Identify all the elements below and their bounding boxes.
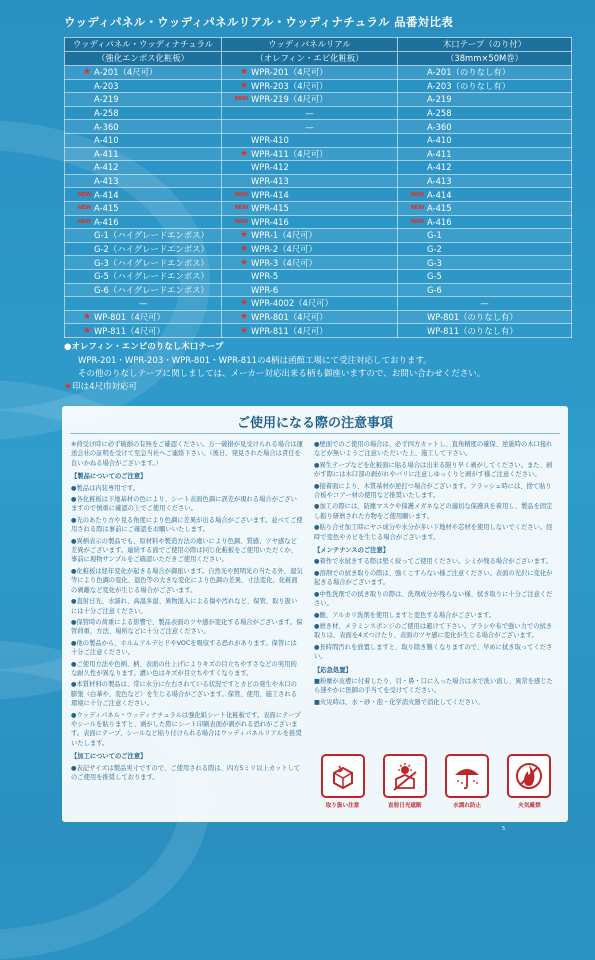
table-cell-col-3 bbox=[398, 297, 572, 311]
cell-text: WPR-413 bbox=[251, 176, 289, 187]
table-cell-col-1 bbox=[65, 161, 222, 175]
tape-note-line-1: WPR-201・WPR-203・WPR-801・WPR-811の4柄は函館工場にて受注対応しております。 bbox=[78, 356, 432, 366]
table-row bbox=[65, 93, 572, 107]
cell-text: A-360 bbox=[427, 121, 452, 132]
table-cell-col-1 bbox=[65, 147, 222, 161]
caution-paragraph: ●中性洗剤での拭き取りの際は、洗剤成分が残らない様、拭き取りに十分ご注意ください。 bbox=[314, 590, 553, 608]
table-cell-col-2 bbox=[222, 174, 398, 188]
cell-text: A-414 bbox=[94, 189, 119, 200]
table-cell-col-1 bbox=[65, 79, 222, 93]
table-row bbox=[65, 161, 572, 175]
table-row bbox=[65, 242, 572, 256]
cell-text: WPR-411（4尺可） bbox=[251, 148, 328, 159]
cell-text: WPR-801（4尺可） bbox=[251, 311, 328, 322]
no-fire-label: 火気厳禁 bbox=[518, 803, 541, 809]
table-cell-col-3 bbox=[398, 269, 572, 283]
tape-note-heading: ●オレフィン・エンビのりなし木口テープ bbox=[64, 342, 224, 352]
cell-text: WPR-811（4尺可） bbox=[251, 325, 328, 336]
warning-icon-cell bbox=[376, 754, 433, 816]
cell-text: WPR-412 bbox=[251, 162, 289, 173]
table-row bbox=[65, 174, 572, 188]
table-cell-col-1 bbox=[65, 229, 222, 243]
caution-paragraph: ●着作で水拭きする際は堅く絞ってご使用ください。シミが残る場合がございます。 bbox=[314, 558, 552, 566]
caution-section-heading: 【加工についてのご注意】 bbox=[71, 753, 147, 761]
cell-text: G-5 bbox=[427, 271, 442, 282]
cell-text: A-203 bbox=[94, 80, 119, 91]
caution-paragraph: ※荷受け時に必ず破損の有無をご確認ください。万一破損が見受けられる場合は運送会社の証明を受けて至急当社へご連絡下さい。（後日、発見された場合は責任を負いかねる場合がございます。） bbox=[71, 441, 303, 467]
cell-text: A-360 bbox=[94, 121, 119, 132]
table-row bbox=[65, 256, 572, 270]
cell-text: WPR-3（4尺可） bbox=[251, 257, 317, 268]
new-badge: NEW bbox=[410, 218, 424, 225]
cell-text: WPR-416 bbox=[251, 216, 289, 227]
table-cell-col-1 bbox=[65, 324, 222, 338]
table-cell-col-1 bbox=[65, 93, 222, 107]
cell-text: G-6（ハイグレードエンボス） bbox=[94, 284, 209, 295]
cell-text: G-2 bbox=[427, 244, 442, 255]
keep-dry-icon bbox=[445, 754, 489, 798]
no-direct-sunlight-label: 直射日光遮断 bbox=[388, 803, 422, 809]
cell-text: A-411 bbox=[427, 148, 452, 159]
caution-paragraph: ●各化粧板は下地基材の色により、シート表面色調に誤差が現れる場合がございますので慎重に確認の上でご使用ください。 bbox=[71, 496, 297, 513]
no-direct-sunlight-icon bbox=[383, 754, 427, 798]
header-col-3-line-1: 木口テープ（のり付） bbox=[398, 38, 572, 52]
table-cell-col-1 bbox=[65, 106, 222, 120]
cell-text: — bbox=[305, 108, 314, 119]
table-cell-col-1 bbox=[65, 120, 222, 134]
cell-text: WPR-1（4尺可） bbox=[251, 230, 317, 241]
cell-text: WP-801（4尺可） bbox=[94, 311, 165, 322]
table-cell-col-2 bbox=[222, 161, 398, 175]
table-row bbox=[65, 147, 572, 161]
new-badge: NEW bbox=[77, 218, 91, 225]
header-col-3-line-2: （38mm×50M巻） bbox=[398, 52, 572, 66]
four-shaku-note-text: 印は4尺巾対応可 bbox=[72, 382, 137, 392]
table-row bbox=[65, 229, 572, 243]
table-cell-col-1 bbox=[65, 269, 222, 283]
caution-paragraph: ●異生テープなどを化粧面に貼る場合は出来る限り早く剥がしてください。また、剥がす際には木口部の剥がれやバリに注意しゆっくりと剥がす様ご注意ください。 bbox=[314, 461, 553, 479]
header-col-1-line-2: （強化エンボス化粧板） bbox=[65, 52, 222, 66]
table-cell-col-1 bbox=[65, 242, 222, 256]
caution-paragraph: ●異柄表示の製品でも、原材料や製造方法の違いにより色調、質感、ツヤ感など差異がございます。連続する面でご使用の際は同じ化粧板をご使用いただくか、事前に現物サンプルをご確認いただきご使用ください。 bbox=[71, 537, 298, 564]
table-cell-col-3 bbox=[398, 188, 572, 202]
cell-text: A-410 bbox=[427, 135, 452, 146]
table-cell-col-2 bbox=[222, 310, 398, 324]
star-mark-icon: ★ bbox=[239, 311, 248, 322]
star-mark-icon: ★ bbox=[239, 325, 248, 336]
new-badge: NEW bbox=[234, 205, 248, 212]
table-row bbox=[65, 120, 572, 134]
cell-text: A-412 bbox=[94, 162, 119, 173]
star-mark-icon: ★ bbox=[239, 244, 248, 255]
caution-paragraph: ●貼り合せ加工時にヤニ成分や水分が多い下地材や芯材を使用しないでください。経時で変色やカビを生じる場合がございます。 bbox=[314, 524, 553, 541]
table-cell-col-2 bbox=[222, 93, 398, 107]
star-mark-icon: ★ bbox=[82, 311, 91, 322]
table-row bbox=[65, 283, 572, 297]
caution-paragraph: ●長時間汚れを放置しますと、取り除き難くなりますので、早めに拭き取ってください。 bbox=[314, 643, 553, 661]
table-cell-col-1 bbox=[65, 188, 222, 202]
table-cell-col-3 bbox=[398, 66, 572, 80]
cell-text: WPR-410 bbox=[251, 135, 289, 146]
caution-paragraph: ●本質材料の製品は、常に水分に左右されている状況ですとカビの発生や木口の膨張（白華や、変色など）を生じる場合がございます。保管、使用、施工される環境に十分ご注意ください。 bbox=[71, 681, 298, 708]
table-row bbox=[65, 324, 572, 338]
warning-icon-cell bbox=[501, 754, 558, 816]
table-row bbox=[65, 269, 572, 283]
caution-section-heading: 【応急処置】 bbox=[314, 666, 352, 674]
table-cell-col-2 bbox=[222, 133, 398, 147]
cell-text: A-415 bbox=[94, 203, 119, 214]
caution-paragraph: ●光のあたり方や見る角度により色調に差異が出る場合がございます。並べてご使用される際は事前にご確認をお願いいたします。 bbox=[71, 516, 303, 534]
cell-text: — bbox=[305, 121, 314, 132]
table-cell-col-3 bbox=[398, 133, 572, 147]
cell-text: G-1（ハイグレードエンボス） bbox=[94, 230, 209, 241]
warning-icon-cell bbox=[314, 754, 371, 816]
table-cell-col-3 bbox=[398, 79, 572, 93]
table-cell-col-1 bbox=[65, 256, 222, 270]
star-mark-icon: ★ bbox=[239, 298, 248, 309]
caution-panel bbox=[62, 406, 568, 822]
header-col-2-line-2: （オレフィン・エビ化粧板） bbox=[222, 52, 398, 66]
tape-note-line-2: その他のりなしテープに関しましては、メーカー対応出来る柄も御座いますので、お問い合わせください。 bbox=[78, 369, 486, 379]
table-cell-col-3 bbox=[398, 283, 572, 297]
warning-icons-row bbox=[314, 754, 558, 816]
table-cell-col-1 bbox=[65, 297, 222, 311]
table-row bbox=[65, 79, 572, 93]
new-badge: NEW bbox=[234, 191, 248, 198]
table-cell-col-2 bbox=[222, 188, 398, 202]
table-cell-col-2 bbox=[222, 215, 398, 229]
cell-text: WPR-415 bbox=[251, 203, 289, 214]
table-cell-col-1 bbox=[65, 133, 222, 147]
header-col-2-line-1: ウッディパネルリアル bbox=[222, 38, 398, 52]
table-cell-col-3 bbox=[398, 161, 572, 175]
table-cell-col-2 bbox=[222, 120, 398, 134]
star-mark-icon: ★ bbox=[239, 67, 248, 78]
table-cell-col-1 bbox=[65, 174, 222, 188]
cell-text: G-6 bbox=[427, 284, 442, 295]
cell-text: WPR-6 bbox=[251, 284, 279, 295]
cell-text: A-413 bbox=[427, 176, 452, 187]
handle-with-care-label: 取り扱い注意 bbox=[325, 803, 360, 809]
table-cell-col-3 bbox=[398, 106, 572, 120]
cell-text: WPR-219（4尺可） bbox=[251, 94, 328, 105]
caution-paragraph: ●接着面により、木質基材が逆打つ場合がございます。フラッシュ時には、捨て貼り合板やコアー材の使用など推奨いたします。 bbox=[314, 482, 552, 500]
table-cell-col-2 bbox=[222, 269, 398, 283]
cell-text: A-412 bbox=[427, 162, 452, 173]
table-cell-col-3 bbox=[398, 256, 572, 270]
no-fire-icon bbox=[507, 754, 551, 798]
cell-text: A-410 bbox=[94, 135, 119, 146]
table-cell-col-1 bbox=[65, 283, 222, 297]
cell-text: WPR-203（4尺可） bbox=[251, 80, 328, 91]
table-row bbox=[65, 201, 572, 215]
caution-paragraph: ●保管時の荷重による影響で、製品表面のツヤ感が変化する場合がございます。保管荷重、方法、場所などに十分ご注意ください。 bbox=[71, 618, 303, 636]
caution-paragraph: ●ウッディパネル・ウッディナチュラルは強化紙シート化粧板です。表面にテープやシールを貼りますと、剥がした際にシート印刷表面が剥がれる恐れがございます。表面にテープ、シールなど貼り付けられる場合はウッディパネルリアルを推奨いたします。 bbox=[71, 711, 302, 747]
table-cell-col-1 bbox=[65, 310, 222, 324]
cell-text: G-5（ハイグレードエンボス） bbox=[94, 271, 209, 282]
table-row bbox=[65, 215, 572, 229]
table-cell-col-2 bbox=[222, 147, 398, 161]
four-shaku-note bbox=[64, 380, 137, 392]
star-mark-icon: ★ bbox=[82, 325, 91, 336]
table-cell-col-2 bbox=[222, 201, 398, 215]
new-badge: NEW bbox=[410, 191, 424, 198]
cell-text: — bbox=[480, 298, 489, 309]
cell-text: A-203（のりなし有） bbox=[427, 80, 511, 91]
caution-paragraph: ●加工の際には、防塵マスクや保護メガネなどの適切な保護具を着用し、製品を固定し振り研磨された方物をご使用願います。 bbox=[314, 503, 553, 520]
table-cell-col-3 bbox=[398, 93, 572, 107]
caution-paragraph: ●溶剤での拭き取りの際は、強くこすらない様ご注意ください。表面の光沢に変化が起きる場合がございます。 bbox=[314, 569, 553, 587]
table-cell-col-2 bbox=[222, 297, 398, 311]
caution-paragraph: ●ご使用方法や色柄、柄、表面の仕上げによりキズの目立ちやすさなどの実用的な耐久性が異なります。濃い色はキズが目立ちやすくなります。 bbox=[71, 660, 297, 677]
table-cell-col-3 bbox=[398, 120, 572, 134]
caution-paragraph: ●磨き材、メラミンスポンジのご使用は避けて下さい。ブラシや布で強い力での拭き取りは、表面を4ズつけたり、表面のツヤ感に変化が生じる場合がございます。 bbox=[314, 622, 553, 640]
cell-text: A-416 bbox=[427, 216, 452, 227]
caution-paragraph: ●化粧板は経年変化が起きる場合が御座います。自然光や照明光の当たる外、湿気等により色調の変化、退色等の大きな変化により色調の差異、寸法変化、化粧面の剥離など変化が生じる場合がございます。 bbox=[71, 567, 303, 594]
cell-text: A-201（4尺可） bbox=[94, 67, 158, 78]
star-mark-icon: ★ bbox=[239, 80, 248, 91]
table-body bbox=[65, 66, 572, 338]
caution-paragraph: ●酸、アルカリ洗剤を使用しますと変色する場合がございます。 bbox=[314, 611, 496, 619]
new-badge: NEW bbox=[234, 218, 248, 225]
table-cell-col-1 bbox=[65, 201, 222, 215]
table-cell-col-2 bbox=[222, 66, 398, 80]
cell-text: WP-811（のりなし有） bbox=[427, 325, 518, 336]
cell-text: A-411 bbox=[94, 148, 119, 159]
caution-paragraph: ●表記サイズは製品実寸ですので、ご使用される際は、四方5ミリ以上カットしてのご使用を推奨しております。 bbox=[71, 764, 301, 781]
table-cell-col-3 bbox=[398, 147, 572, 161]
page-title: ウッディパネル・ウッディパネルリアル・ウッディナチュラル 品番対比表 bbox=[64, 15, 454, 29]
cell-text: WPR-4002（4尺可） bbox=[251, 298, 333, 309]
caution-section-heading: 【製品についてのご注意】 bbox=[71, 473, 147, 481]
table-cell-col-2 bbox=[222, 283, 398, 297]
product-comparison-table bbox=[64, 37, 572, 338]
table-row bbox=[65, 106, 572, 120]
table-row bbox=[65, 133, 572, 147]
table-row bbox=[65, 310, 572, 324]
cell-text: WPR-5 bbox=[251, 271, 279, 282]
cell-text: G-1 bbox=[427, 230, 442, 241]
cell-text: WPR-2（4尺可） bbox=[251, 244, 317, 255]
cell-text: WP-801（のりなし有） bbox=[427, 311, 518, 322]
caution-section-heading: 【メンテナンスのご注意】 bbox=[314, 547, 390, 555]
caution-right-column bbox=[314, 440, 558, 709]
cell-text: A-258 bbox=[94, 108, 119, 119]
cell-text: WPR-414 bbox=[251, 189, 289, 200]
cell-text: — bbox=[138, 298, 148, 309]
header-col-1-line-1: ウッディパネル・ウッディナチュラル bbox=[65, 38, 222, 52]
table-cell-col-3 bbox=[398, 215, 572, 229]
table-cell-col-2 bbox=[222, 229, 398, 243]
page-marker: 5 bbox=[502, 826, 506, 832]
keep-dry-label: 水濡れ防止 bbox=[453, 803, 482, 809]
table-cell-col-3 bbox=[398, 242, 572, 256]
table-cell-col-2 bbox=[222, 324, 398, 338]
table-cell-col-1 bbox=[65, 215, 222, 229]
table-row bbox=[65, 297, 572, 311]
table-row bbox=[65, 188, 572, 202]
star-mark-icon: ★ bbox=[239, 230, 248, 241]
cell-text: A-416 bbox=[94, 216, 119, 227]
cell-text: G-3 bbox=[427, 257, 442, 268]
caution-paragraph: ●壁面でのご使用の場合は、必ず四方カットし、直角精度の確保、逆施時の木口接れなどが無いようご注意いただいた上、施工して下さい。 bbox=[314, 441, 553, 458]
table-row bbox=[65, 66, 572, 80]
cell-text: G-2（ハイグレードエンボス） bbox=[94, 244, 209, 255]
cell-text: WPR-201（4尺可） bbox=[251, 67, 328, 78]
star-mark-icon: ★ bbox=[82, 67, 91, 78]
new-badge: NEW bbox=[77, 191, 91, 198]
cell-text: A-415 bbox=[427, 203, 452, 214]
caution-paragraph: ●他の製品から、ホルムアルデヒドやVOCを吸収する恐れがあります。保管には十分ご注意ください。 bbox=[71, 639, 297, 657]
table-cell-col-2 bbox=[222, 256, 398, 270]
warning-icon-cell bbox=[439, 754, 496, 816]
new-badge: NEW bbox=[410, 205, 424, 212]
caution-title: ご使用になる際の注意事項 bbox=[236, 416, 393, 431]
cell-text: A-219 bbox=[427, 94, 452, 105]
new-badge: NEW bbox=[77, 205, 91, 212]
handle-with-care-icon bbox=[321, 754, 365, 798]
table-header bbox=[65, 38, 572, 66]
table-cell-col-2 bbox=[222, 106, 398, 120]
star-mark-icon: ★ bbox=[239, 148, 248, 159]
caution-paragraph: ■粉塵が皮膚に付着したり、目・鼻・口に入った場合は水で洗い流し、異常を感じたら速やかに医師の手当てを受けてください。 bbox=[314, 677, 553, 695]
caution-paragraph: ■火災時は、水・砂・泡・化学消火器で消化してください。 bbox=[314, 698, 484, 706]
cell-text: A-414 bbox=[427, 189, 452, 200]
caution-divider bbox=[70, 433, 560, 434]
cell-text: A-413 bbox=[94, 176, 119, 187]
table-cell-col-2 bbox=[222, 242, 398, 256]
table-cell-col-3 bbox=[398, 310, 572, 324]
cell-text: G-3（ハイグレードエンボス） bbox=[94, 257, 209, 268]
cell-text: A-219 bbox=[94, 94, 119, 105]
table-cell-col-3 bbox=[398, 201, 572, 215]
table-cell-col-3 bbox=[398, 229, 572, 243]
cell-text: A-201（のりなし有） bbox=[427, 67, 511, 78]
star-mark-icon: ★ bbox=[64, 382, 73, 392]
table-cell-col-1 bbox=[65, 66, 222, 80]
caution-paragraph: ●製品は内装専用です。 bbox=[71, 484, 139, 492]
star-mark-icon: ★ bbox=[239, 257, 248, 268]
cell-text: WP-811（4尺可） bbox=[94, 325, 165, 336]
table-cell-col-3 bbox=[398, 324, 572, 338]
caution-paragraph: ●直射日光、水濡れ、高温多湿、異物混入による傷や汚れなど、保管、取り扱いには十分ご注意ください。 bbox=[71, 598, 298, 615]
new-badge: NEW bbox=[234, 96, 248, 103]
table-cell-col-2 bbox=[222, 79, 398, 93]
cell-text: A-258 bbox=[427, 108, 452, 119]
caution-left-column bbox=[71, 440, 303, 784]
table-cell-col-3 bbox=[398, 174, 572, 188]
